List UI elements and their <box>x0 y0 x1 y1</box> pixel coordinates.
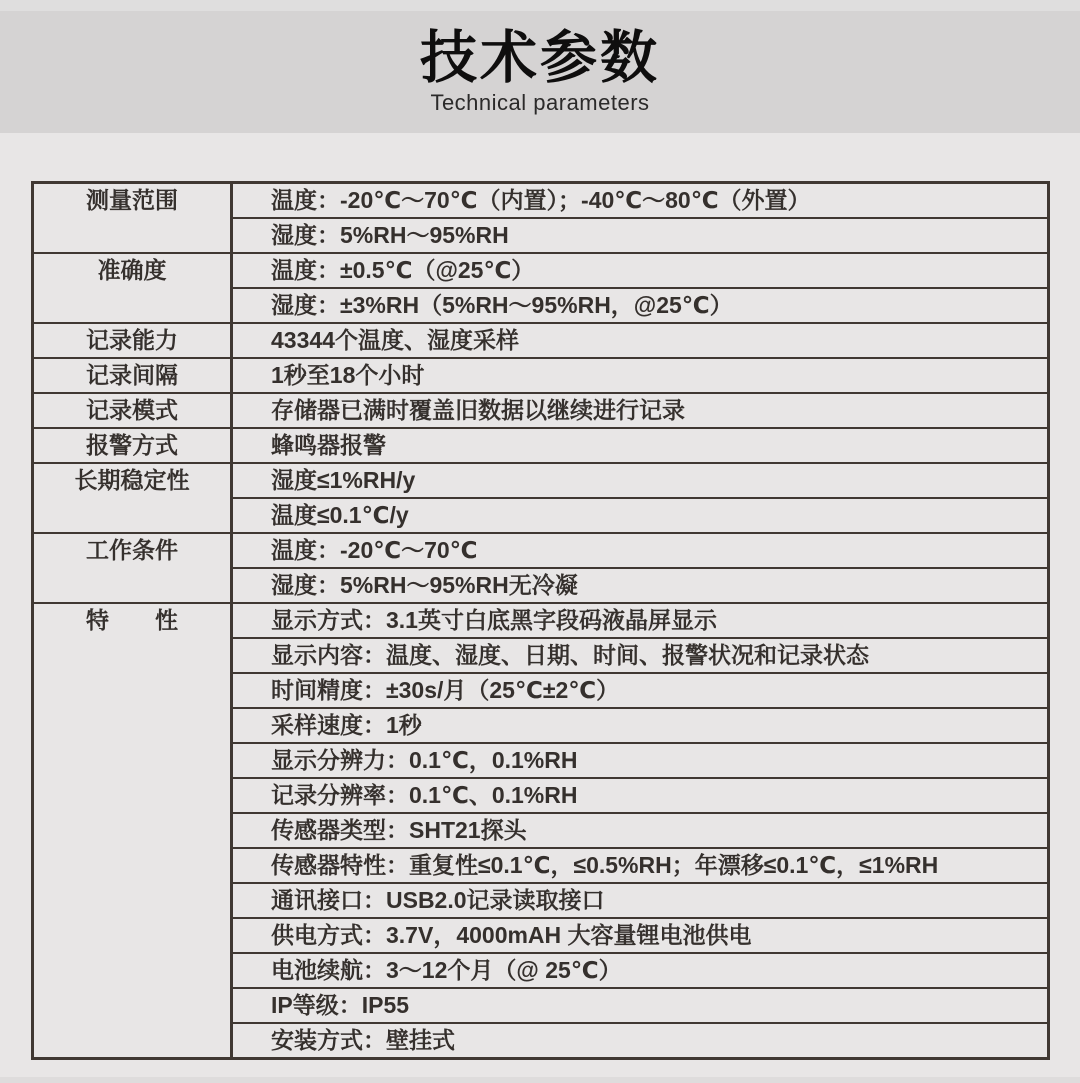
spec-value: 供电方式：3.7V，4000mAH 大容量锂电池供电 <box>232 918 1049 953</box>
spec-label-operating-conditions: 工作条件 <box>33 533 232 603</box>
spec-value: 温度≤0.1℃/y <box>232 498 1049 533</box>
spec-row <box>33 428 1049 463</box>
spec-row <box>33 393 1049 428</box>
spec-value: 湿度：5%RH～95%RH <box>232 218 1049 253</box>
spec-label-features: 特 性 <box>33 603 232 1059</box>
spec-value: 温度：-20℃～70℃（内置）；-40℃～80℃（外置） <box>232 183 1049 219</box>
spec-label-record-mode: 记录模式 <box>33 393 232 428</box>
spec-row <box>33 533 1049 568</box>
spec-value: 传感器特性：重复性≤0.1℃，≤0.5%RH；年漂移≤0.1℃，≤1%RH <box>232 848 1049 883</box>
content-area <box>0 133 1080 1077</box>
spec-row <box>33 323 1049 358</box>
spec-value: 1秒至18个小时 <box>232 358 1049 393</box>
spec-table <box>31 181 1050 1060</box>
page-title: 技术参数 <box>420 26 660 90</box>
spec-label-accuracy: 准确度 <box>33 253 232 323</box>
spec-value: 温度：±0.5℃（@25℃） <box>232 253 1049 288</box>
spec-label-measurement-range: 测量范围 <box>33 183 232 254</box>
top-strip <box>0 0 1080 11</box>
spec-row <box>33 463 1049 498</box>
spec-value: 安装方式：壁挂式 <box>232 1023 1049 1059</box>
spec-value: 显示内容：温度、湿度、日期、时间、报警状况和记录状态 <box>232 638 1049 673</box>
spec-value: 采样速度：1秒 <box>232 708 1049 743</box>
spec-value: IP等级：IP55 <box>232 988 1049 1023</box>
spec-value: 电池续航：3～12个月（@ 25℃） <box>232 953 1049 988</box>
spec-value: 湿度≤1%RH/y <box>232 463 1049 498</box>
spec-row <box>33 603 1049 638</box>
spec-value: 时间精度：±30s/月（25℃±2℃） <box>232 673 1049 708</box>
spec-label-long-term-stability: 长期稳定性 <box>33 463 232 533</box>
spec-value: 通讯接口：USB2.0记录读取接口 <box>232 883 1049 918</box>
spec-label-record-capacity: 记录能力 <box>33 323 232 358</box>
spec-value: 显示分辨力：0.1℃，0.1%RH <box>232 743 1049 778</box>
bottom-strip <box>0 1077 1080 1083</box>
spec-row <box>33 183 1049 219</box>
spec-row <box>33 253 1049 288</box>
header <box>0 11 1080 133</box>
spec-value: 43344个温度、湿度采样 <box>232 323 1049 358</box>
spec-row <box>33 358 1049 393</box>
spec-value: 记录分辨率：0.1℃、0.1%RH <box>232 778 1049 813</box>
spec-value: 湿度：5%RH～95%RH无冷凝 <box>232 568 1049 603</box>
spec-value: 湿度：±3%RH（5%RH～95%RH，@25℃） <box>232 288 1049 323</box>
spec-label-alarm-mode: 报警方式 <box>33 428 232 463</box>
page-subtitle: Technical parameters <box>430 90 650 115</box>
spec-value: 存储器已满时覆盖旧数据以继续进行记录 <box>232 393 1049 428</box>
spec-value: 温度：-20℃～70℃ <box>232 533 1049 568</box>
spec-label-record-interval: 记录间隔 <box>33 358 232 393</box>
spec-value: 蜂鸣器报警 <box>232 428 1049 463</box>
spec-value: 显示方式：3.1英寸白底黑字段码液晶屏显示 <box>232 603 1049 638</box>
spec-value: 传感器类型：SHT21探头 <box>232 813 1049 848</box>
